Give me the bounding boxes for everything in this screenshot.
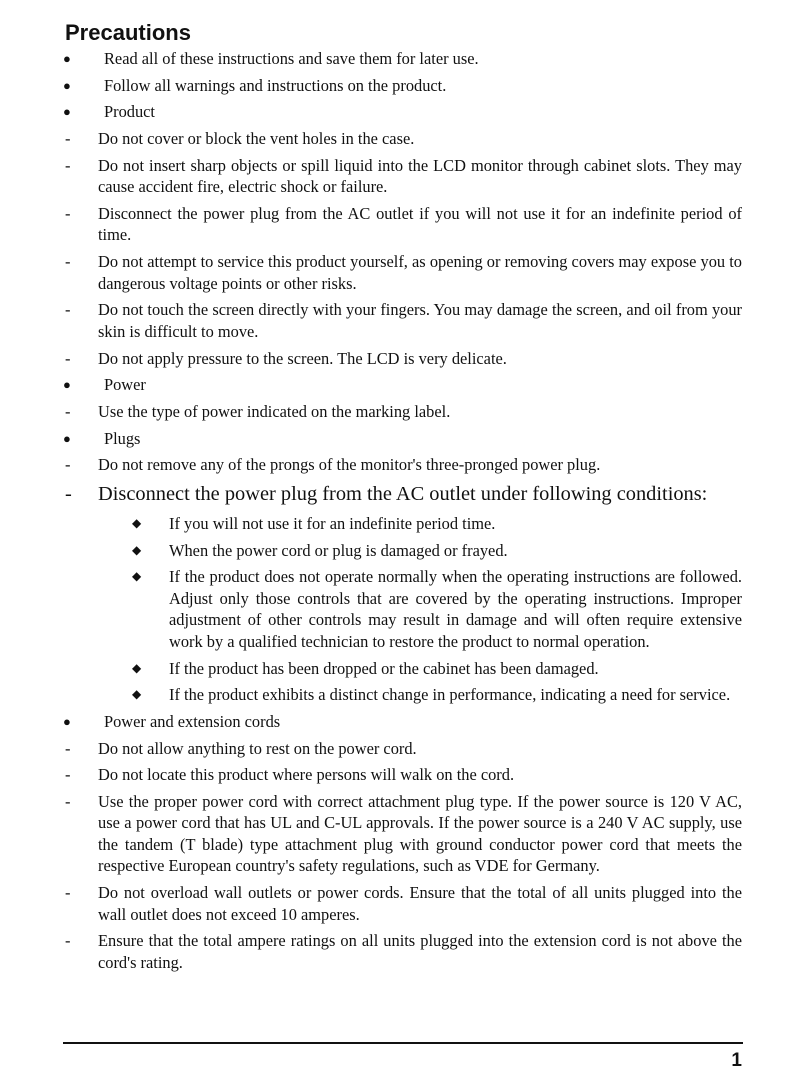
dash-item	[0, 299, 808, 342]
bullet-marker: ●	[63, 77, 71, 93]
item-text: Read all of these instructions and save them for later use.	[104, 49, 479, 68]
dash-marker: -	[65, 883, 71, 903]
item-text: Follow all warnings and instructions on the product.	[104, 75, 447, 95]
dash-marker: -	[65, 401, 71, 421]
bullet-item	[0, 101, 808, 123]
bullet-marker: ●	[63, 104, 71, 120]
bullet-marker: ●	[63, 377, 71, 393]
diamond-marker: ◆	[132, 569, 142, 584]
dash-marker: -	[65, 791, 71, 811]
dash-marker: -	[65, 203, 71, 223]
dash-item	[0, 738, 808, 760]
bullet-item	[0, 428, 808, 450]
dash-item	[0, 930, 808, 973]
diamond-marker: ◆	[132, 660, 142, 675]
item-text: Do not apply pressure to the screen. The LCD is very delicate.	[98, 348, 507, 368]
item-text: Disconnect the power plug from the AC outlet under following conditions:	[98, 482, 708, 505]
item-text: If the product exhibits a distinct change in performance, indicating a need for service.	[169, 685, 731, 705]
dash-item	[0, 764, 808, 786]
bullet-item	[0, 48, 808, 70]
dash-item	[0, 481, 808, 507]
dash-item	[0, 155, 808, 198]
dash-marker: -	[65, 738, 71, 758]
item-text: Use the proper power cord with correct attachment plug type. If the power source is 120 V AC, use a power cord that has UL and C-UL approvals. If the power source is a 240 V AC supply, use the tandem (T blade) type attachment plug with ground conductor power cord that meets the respective European country's safety regulations, such as VDE for Germany.	[98, 791, 742, 876]
dash-marker: -	[65, 252, 71, 272]
dash-marker: -	[65, 482, 72, 505]
sub-item	[0, 684, 808, 706]
item-text: Do not allow anything to rest on the power cord.	[98, 738, 417, 758]
bullet-marker: ●	[63, 713, 71, 729]
item-text: Do not cover or block the vent holes in the case.	[98, 129, 415, 149]
dash-item	[0, 128, 808, 150]
bullet-item	[0, 374, 808, 396]
dash-marker: -	[65, 129, 71, 149]
item-text: Ensure that the total ampere ratings on all units plugged into the extension cord is not above the cord's rating.	[98, 931, 742, 972]
item-text: Do not overload wall outlets or power cords. Ensure that the total of all units plugged into the wall outlet does not exceed 10 amperes.	[98, 883, 742, 924]
dash-marker: -	[65, 765, 71, 785]
dash-item	[0, 251, 808, 294]
item-text: Power and extension cords	[104, 711, 281, 731]
dash-marker: -	[65, 931, 71, 951]
item-text: Do not insert sharp objects or spill liquid into the LCD monitor through cabinet slots. They may cause accident fire, electric shock or failure.	[98, 155, 742, 197]
dash-item	[0, 348, 808, 370]
dash-marker: -	[65, 300, 71, 320]
sub-item	[0, 566, 808, 652]
bullet-item	[0, 75, 808, 97]
precautions-list	[0, 48, 808, 979]
item-text: Use the type of power indicated on the marking label.	[98, 401, 451, 421]
dash-marker: -	[65, 455, 71, 475]
item-text: Do not touch the screen directly with your fingers. You may damage the screen, and oil from your skin is difficult to move.	[98, 300, 742, 341]
dash-item	[0, 791, 808, 877]
item-text: Plugs	[104, 428, 141, 448]
dash-marker: -	[65, 155, 71, 175]
dash-item	[0, 401, 808, 423]
item-text: Do not locate this product where persons will walk on the cord.	[98, 765, 515, 785]
diamond-marker: ◆	[132, 515, 142, 530]
item-text: Do not remove any of the prongs of the monitor's three-pronged power plug.	[98, 455, 601, 475]
item-text: If the product has been dropped or the cabinet has been damaged.	[169, 658, 599, 678]
page-title: Precautions	[65, 20, 191, 45]
bullet-marker: ●	[63, 51, 71, 66]
sub-item	[0, 540, 808, 562]
item-text: When the power cord or plug is damaged or frayed.	[169, 540, 508, 560]
item-text: Do not attempt to service this product yourself, as opening or removing covers may expose you to dangerous voltage points or other risks.	[98, 252, 742, 293]
dash-item	[0, 203, 808, 246]
bullet-item	[0, 711, 808, 733]
item-text: Disconnect the power plug from the AC outlet if you will not use it for an indefinite period of time.	[98, 203, 742, 245]
item-text: Product	[104, 102, 155, 122]
item-text: Power	[104, 375, 146, 395]
page-number: 1	[731, 1050, 742, 1071]
diamond-marker: ◆	[132, 687, 142, 702]
diamond-marker: ◆	[132, 542, 142, 557]
sub-item	[0, 658, 808, 680]
item-text: If you will not use it for an indefinite period time.	[169, 513, 496, 533]
dash-marker: -	[65, 348, 71, 368]
footer-rule	[63, 1042, 743, 1044]
item-text: If the product does not operate normally when the operating instructions are followed. Adjust only those controls that are covered by the operating instructions. Improper adjustment of other controls may result in damage and will often require extensive work by a qualified technician to restore the product to normal operation.	[169, 567, 742, 651]
sub-item	[0, 513, 808, 535]
dash-item	[0, 454, 808, 476]
dash-item	[0, 882, 808, 925]
bullet-marker: ●	[63, 430, 71, 446]
